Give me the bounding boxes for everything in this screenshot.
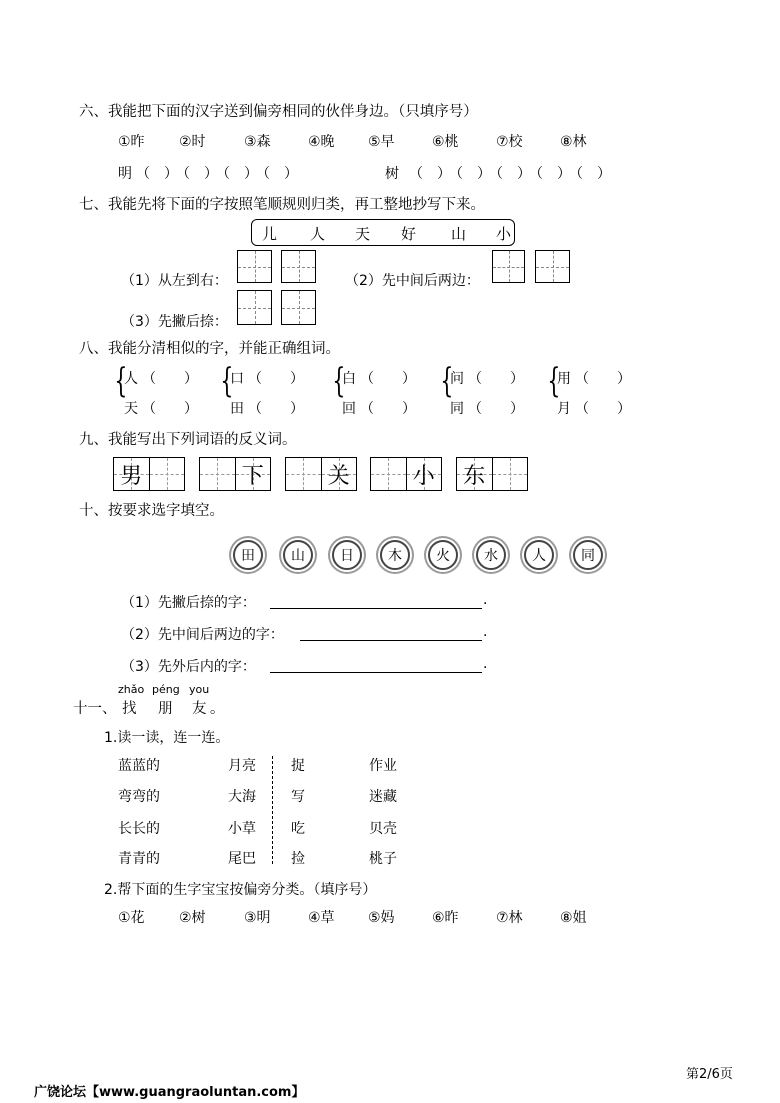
option-item: ③森 (244, 134, 271, 150)
antonym-cell[interactable] (114, 458, 150, 490)
antonym-box[interactable] (113, 457, 185, 491)
antonym-box[interactable] (370, 457, 442, 491)
antonym-char (286, 458, 321, 490)
option-item: ⑥昨 (432, 910, 459, 926)
site-footer: 广饶论坛【www.guangraoluntan.com】 (34, 1085, 305, 1100)
match-left[interactable]: 弯弯的 (118, 789, 160, 805)
frame-char: 儿 (262, 225, 278, 243)
antonym-char (200, 458, 235, 490)
option-item: ①花 (118, 910, 145, 926)
write-grid[interactable] (281, 250, 316, 283)
section8-title: 八、我能分清相似的字，并能正确组词。 (79, 341, 340, 357)
brace-icon: { (220, 361, 234, 401)
q11-1: 1.读一读，连一连。 (104, 730, 230, 746)
page-number: 第2/6页 (686, 1067, 733, 1082)
brace-icon: { (547, 361, 561, 401)
blank-paren[interactable]: （ ） (248, 401, 304, 417)
q11-2: 2.帮下面的生字宝宝按偏旁分类。（填序号） (104, 882, 377, 898)
antonym-cell[interactable] (457, 458, 493, 490)
q10-1: （1）先撇后捺的字： (121, 595, 256, 611)
blank-paren[interactable]: （ ） (529, 166, 571, 182)
blank-paren[interactable]: （ ） (449, 166, 491, 182)
antonym-cell[interactable] (371, 458, 407, 490)
antonym-cell[interactable] (493, 458, 528, 490)
blank-paren[interactable]: （ ） (142, 371, 198, 387)
antonym-cell[interactable] (322, 458, 357, 490)
option-item: ②时 (179, 134, 206, 150)
pair-char: 回 (342, 401, 356, 417)
blank-paren[interactable]: （ ） (409, 166, 451, 182)
blank-paren[interactable]: （ ） (248, 371, 304, 387)
antonym-cell[interactable] (200, 458, 236, 490)
char-coin[interactable]: 木 (380, 540, 410, 570)
blank-paren[interactable]: （ ） (575, 401, 631, 417)
frame-char: 小 (496, 225, 512, 243)
section6-title: 六、我能把下面的汉字送到偏旁相同的伙伴身边。（只填序号） (79, 104, 478, 120)
frame-char: 人 (310, 225, 326, 243)
option-item: ⑤妈 (368, 910, 395, 926)
brace-icon: { (440, 361, 454, 401)
frame-char: 好 (401, 225, 417, 243)
divider-dashed (272, 756, 273, 864)
write-grid[interactable] (237, 290, 272, 325)
blank-paren[interactable]: （ ） (142, 401, 198, 417)
pair-char: 田 (230, 401, 244, 417)
option-item: ③明 (244, 910, 271, 926)
blank-paren[interactable]: （ ） (489, 166, 531, 182)
match-right[interactable]: 贝壳 (369, 821, 397, 837)
q7-1: （1）从左到右： (121, 273, 228, 289)
antonym-cell[interactable] (236, 458, 271, 490)
char-coin[interactable]: 日 (332, 540, 362, 570)
option-item: ⑤早 (368, 134, 395, 150)
antonym-cell[interactable] (150, 458, 185, 490)
blank-paren[interactable]: （ ） (136, 166, 178, 182)
write-grid[interactable] (492, 250, 525, 283)
char-frame (251, 219, 515, 246)
period: . (483, 592, 488, 608)
q10-3: （3）先外后内的字： (121, 659, 256, 675)
section9-title: 九、我能写出下列词语的反义词。 (79, 432, 297, 448)
match-left[interactable]: 长长的 (118, 821, 160, 837)
ming-label: 明 (118, 166, 132, 182)
q7-2: （2）先中间后两边： (345, 273, 480, 289)
pair-char: 同 (450, 401, 464, 417)
write-grid[interactable] (281, 290, 316, 325)
antonym-char: 男 (120, 463, 143, 489)
pair-char: 白 (342, 371, 356, 387)
antonym-char: 东 (463, 463, 486, 489)
blank-paren[interactable]: （ ） (468, 401, 524, 417)
answer-line[interactable] (300, 640, 482, 641)
pair-char: 人 (124, 371, 138, 387)
period: . (483, 624, 488, 640)
pair-char: 口 (230, 371, 244, 387)
option-item: ⑥桃 (432, 134, 459, 150)
match-right-verb[interactable]: 写 (291, 789, 305, 805)
answer-line[interactable] (270, 672, 482, 673)
pair-char: 用 (557, 371, 571, 387)
section11-num: 十一、 (73, 701, 117, 717)
pair-char: 天 (124, 401, 138, 417)
brace-icon: { (114, 361, 128, 401)
brace-icon: { (332, 361, 346, 401)
char-coin[interactable]: 水 (476, 540, 506, 570)
blank-paren[interactable]: （ ） (256, 166, 298, 182)
blank-paren[interactable]: （ ） (468, 371, 524, 387)
char-coin[interactable]: 田 (233, 540, 263, 570)
match-right[interactable]: 作业 (369, 758, 397, 774)
option-item: ④晚 (308, 134, 335, 150)
title-char-1: 找 (122, 701, 137, 717)
antonym-char (371, 458, 406, 490)
option-item: ④草 (308, 910, 335, 926)
option-item: ⑧姐 (560, 910, 587, 926)
match-left-noun[interactable]: 尾巴 (228, 851, 256, 867)
q7-3: （3）先撇后捺： (121, 314, 228, 330)
option-item: ⑦林 (496, 910, 523, 926)
section7-title: 七、我能先将下面的字按照笔顺规则归类，再工整地抄写下来。 (79, 197, 485, 213)
pinyin-2: péng (152, 683, 180, 696)
char-coin[interactable]: 山 (283, 540, 313, 570)
match-right[interactable]: 桃子 (369, 851, 397, 867)
antonym-box[interactable] (456, 457, 528, 491)
section10-title: 十、按要求选字填空。 (79, 503, 224, 519)
blank-paren[interactable]: （ ） (176, 166, 218, 182)
antonym-char: 下 (241, 463, 264, 489)
antonym-char (493, 458, 528, 490)
pair-char: 问 (450, 371, 464, 387)
char-coin[interactable]: 同 (573, 540, 603, 570)
answer-line[interactable] (270, 608, 482, 609)
pinyin-1: zhǎo (118, 683, 145, 696)
option-item: ⑦校 (496, 134, 523, 150)
match-left[interactable]: 青青的 (118, 851, 160, 867)
write-grid[interactable] (237, 250, 272, 283)
antonym-char: 关 (327, 463, 350, 489)
match-right-verb[interactable]: 吃 (291, 821, 305, 837)
title-char-2: 朋 (158, 701, 173, 717)
match-left[interactable]: 蓝蓝的 (118, 758, 160, 774)
pair-char: 月 (557, 401, 571, 417)
blank-paren[interactable]: （ ） (569, 166, 611, 182)
blank-paren[interactable]: （ ） (360, 371, 416, 387)
antonym-cell[interactable] (286, 458, 322, 490)
period: . (483, 656, 488, 672)
option-item: ①昨 (118, 134, 145, 150)
write-grid[interactable] (535, 250, 570, 283)
frame-char: 天 (355, 225, 371, 243)
match-left-noun[interactable]: 大海 (228, 789, 256, 805)
blank-paren[interactable]: （ ） (575, 371, 631, 387)
match-right-verb[interactable]: 捡 (291, 851, 305, 867)
match-right-verb[interactable]: 捉 (291, 758, 305, 774)
option-item: ⑧林 (560, 134, 587, 150)
antonym-char (150, 458, 185, 490)
match-right[interactable]: 迷藏 (369, 789, 397, 805)
blank-paren[interactable]: （ ） (216, 166, 258, 182)
pinyin-3: you (189, 683, 210, 696)
frame-char: 山 (451, 225, 467, 243)
char-coin[interactable]: 火 (428, 540, 458, 570)
title-end: 。 (210, 701, 225, 717)
antonym-char: 小 (412, 463, 435, 489)
q10-2: （2）先中间后两边的字： (121, 627, 284, 643)
antonym-cell[interactable] (407, 458, 442, 490)
antonym-box[interactable] (285, 457, 357, 491)
blank-paren[interactable]: （ ） (360, 401, 416, 417)
option-item: ②树 (179, 910, 206, 926)
antonym-box[interactable] (199, 457, 271, 491)
char-coin[interactable]: 人 (524, 540, 554, 570)
match-left-noun[interactable]: 月亮 (228, 758, 256, 774)
match-left-noun[interactable]: 小草 (228, 821, 256, 837)
shu-label: 树 (385, 166, 399, 182)
title-char-3: 友 (192, 701, 207, 717)
